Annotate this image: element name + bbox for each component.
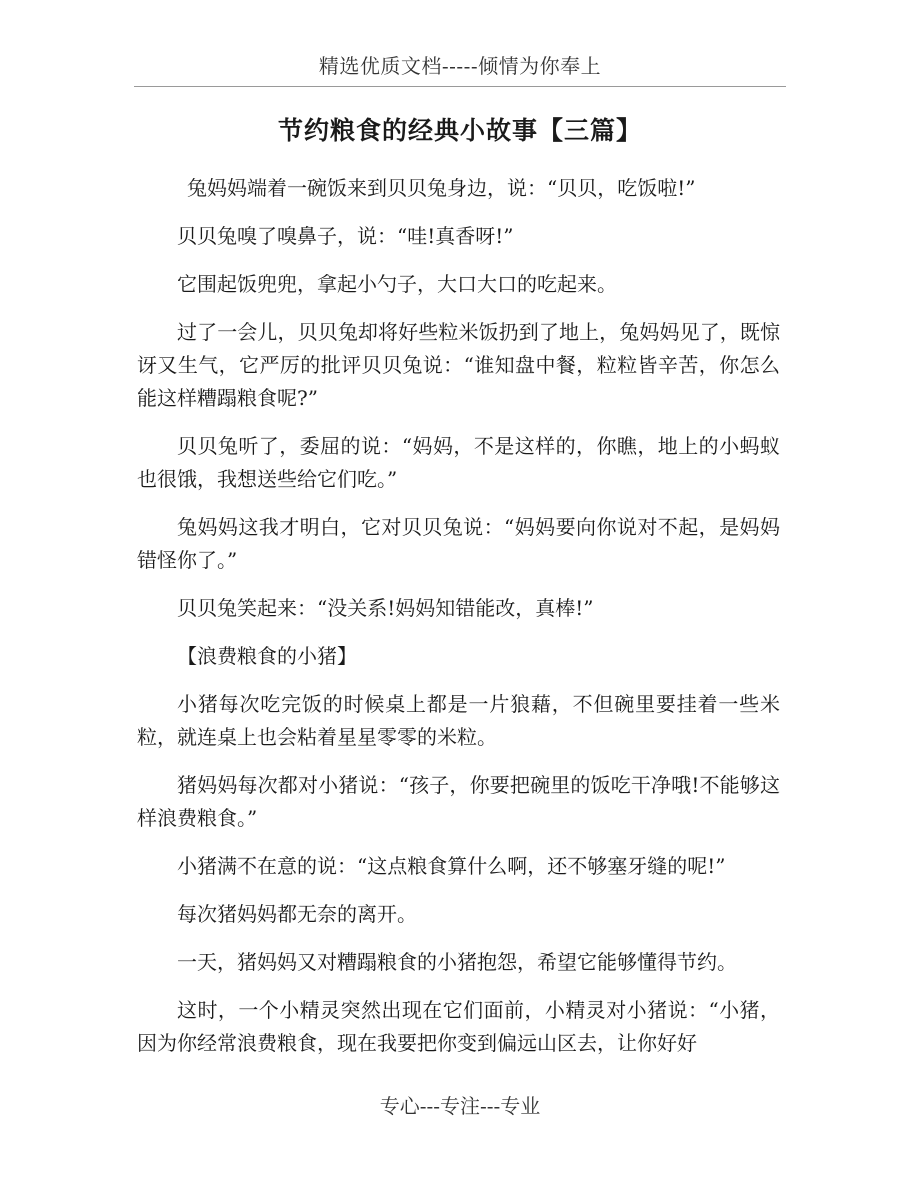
paragraph: 兔妈妈这我才明白，它对贝贝兔说：“妈妈要向你说对不起，是妈妈错怪你了。”: [137, 515, 780, 572]
paragraph: 一天，猪妈妈又对糟蹋粮食的小猪抱怨，希望它能够懂得节约。: [177, 950, 737, 974]
header-divider: [134, 86, 786, 87]
paragraph: 兔妈妈端着一碗饭来到贝贝兔身边，说：“贝贝，吃饭啦!”: [187, 176, 696, 200]
paragraph: 小猪满不在意的说：“这点粮食算什么啊，还不够塞牙缝的呢!”: [177, 854, 726, 878]
document-title: 节约粮食的经典小故事【三篇】: [277, 116, 642, 145]
paragraph: 贝贝兔笑起来：“没关系!妈妈知错能改，真棒!”: [177, 596, 594, 620]
page-header: 精选优质文档-----倾情为你奉上: [318, 54, 602, 78]
paragraph: 每次猪妈妈都无奈的离开。: [177, 902, 417, 926]
section-heading: 【浪费粮食的小猪】: [177, 644, 357, 668]
document-body: [137, 172, 780, 1075]
paragraph: 贝贝兔嗅了嗅鼻子，说：“哇!真香呀!”: [177, 224, 514, 248]
paragraph: 这时，一个小精灵突然出现在它们面前，小精灵对小猪说：“小猪，因为你经常浪费粮食，现在我要把你变到偏远山区去，让你好好: [137, 998, 780, 1055]
page-footer: 专心---专注---专业: [379, 1094, 541, 1118]
paragraph: 它围起饭兜兜，拿起小勺子，大口大口的吃起来。: [177, 272, 617, 296]
paragraph: 贝贝兔听了，委屈的说：“妈妈，不是这样的，你瞧，地上的小蚂蚁也很饿，我想送些给它们吃。”: [137, 434, 780, 491]
paragraph: 过了一会儿，贝贝兔却将好些粒米饭扔到了地上，兔妈妈见了，既惊讶又生气，它严厉的批评贝贝兔说：“谁知盘中餐，粒粒皆辛苦，你怎么能这样糟蹋粮食呢?”: [137, 320, 780, 410]
paragraph: 猪妈妈每次都对小猪说：“孩子，你要把碗里的饭吃干净哦!不能够这样浪费粮食。”: [137, 773, 780, 830]
paragraph: 小猪每次吃完饭的时候桌上都是一片狼藉，不但碗里要挂着一些米粒，就连桌上也会粘着星星零零的米粒。: [137, 692, 780, 749]
